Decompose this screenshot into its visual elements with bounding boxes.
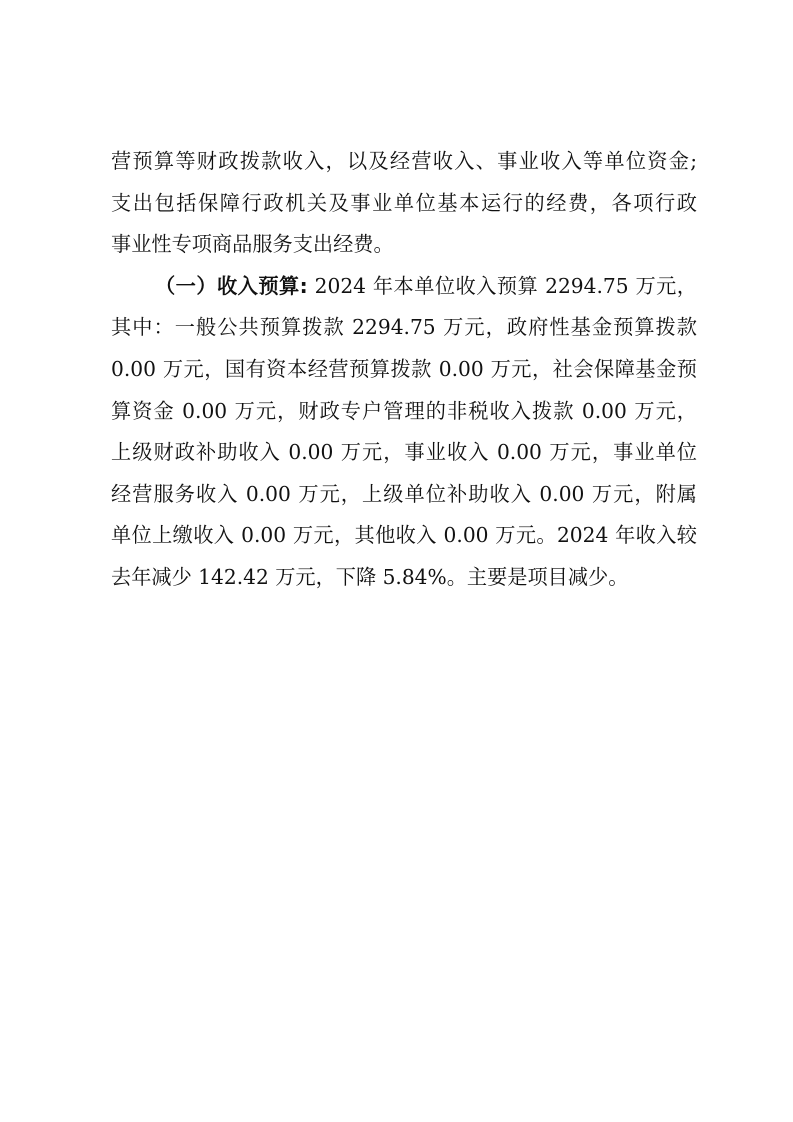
paragraph-line: 营预算等财政拨款收入，以及经营收入、事业收入等单位资金; xyxy=(111,149,697,173)
paragraph-line: 0.00 万元，国有资本经营预算拨款 0.00 万元，社会保障基金预 xyxy=(111,356,697,381)
paragraph-line: 经营服务收入 0.00 万元，上级单位补助收入 0.00 万元，附属 xyxy=(111,481,697,506)
section-heading: （一）收入预算: xyxy=(155,273,308,298)
body-text xyxy=(111,141,697,599)
section-first-line-text: 2024 年本单位收入预算 2294.75 万元， xyxy=(307,273,697,298)
paragraph-line: 其中：一般公共预算拨款 2294.75 万元，政府性基金预算拨款 xyxy=(111,315,697,340)
paragraph-line: 算资金 0.00 万元，财政专户管理的非税收入拨款 0.00 万元， xyxy=(111,398,697,423)
paragraph-line: 去年减少 142.42 万元，下降 5.84%。主要是项目减少。 xyxy=(111,564,629,589)
paragraph-line: 上级财政补助收入 0.00 万元，事业收入 0.00 万元，事业单位 xyxy=(111,440,697,465)
section-first-line xyxy=(111,266,697,308)
paragraph-line: 事业性专项商品服务支出经费。 xyxy=(111,232,394,257)
paragraph-line: 单位上缴收入 0.00 万元，其他收入 0.00 万元。2024 年收入较 xyxy=(111,523,697,548)
paragraph-line: 支出包括保障行政机关及事业单位基本运行的经费，各项行政 xyxy=(111,190,697,215)
